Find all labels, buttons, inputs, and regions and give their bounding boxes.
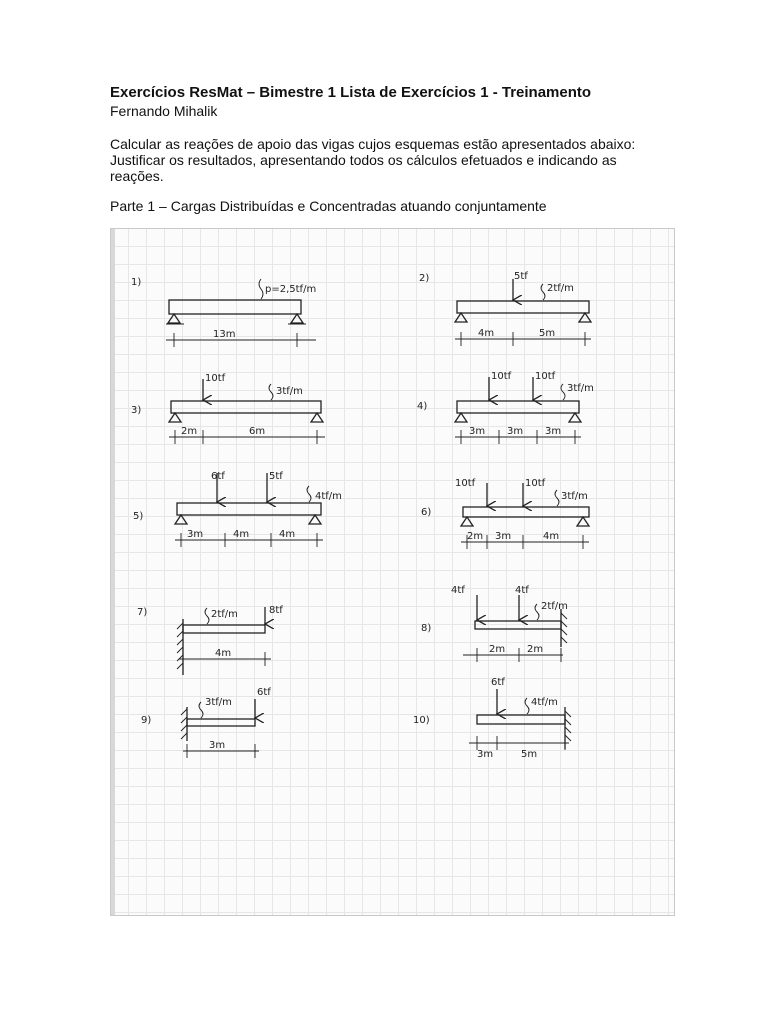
dimension-label: 4m [233,529,250,540]
pin-support [168,314,180,323]
point-load-label: 10tf [491,371,512,382]
load-leader [535,604,539,620]
distributed-load-label: 4tf/m [531,697,558,708]
point-load-label: 5tf [269,471,283,482]
exercise-number: 9) [141,715,152,726]
dimension-label: 2m [467,531,484,542]
dimension-label: 4m [478,328,495,339]
dimension-label: 4m [215,648,232,659]
pin-support [455,313,467,322]
point-load-label: 10tf [205,373,226,384]
exercise-number: 10) [413,715,430,726]
load-leader [199,702,203,718]
beam [183,625,265,633]
exercise-number: 7) [137,607,148,618]
point-load-label: 6tf [257,687,271,698]
beam-diagrams [111,229,674,915]
point-load-label: 4tf [451,585,465,596]
pin-support [579,313,591,322]
exercise-number: 1) [131,277,142,288]
exercise-number: 5) [133,511,144,522]
beam [177,503,321,515]
load-leader [541,284,545,300]
dimension-label: 4m [543,531,560,542]
instructions-line: reações. [110,168,164,184]
point-load-label: 5tf [514,271,528,282]
exercise-6 [421,478,589,549]
scanned-graph-paper [110,228,675,916]
exercise-9 [141,687,271,758]
exercise-5 [133,471,342,547]
point-load-label: 6tf [211,471,225,482]
document-header [110,84,710,215]
exercise-1 [131,277,316,347]
load-leader [269,384,273,400]
pin-support [577,517,589,526]
load-leader [561,384,565,400]
exercise-number: 8) [421,623,432,634]
beam [187,719,255,726]
instructions [110,136,670,184]
load-leader [259,279,263,299]
exercise-number: 4) [417,401,428,412]
dimension-label: 6m [249,426,266,437]
dimension-label: 2m [527,644,544,655]
distributed-load-label: 2tf/m [211,609,238,620]
pin-support [311,413,323,422]
pin-support [569,413,581,422]
point-load-label: 10tf [455,478,476,489]
instructions-line: Calcular as reações de apoio das vigas cujos esquemas estão apresentados abaixo: [110,136,636,152]
beam [169,300,301,314]
dimension-label: 3m [507,426,524,437]
exercise-8 [421,585,568,662]
point-load-label: 10tf [525,478,546,489]
exercise-number: 2) [419,273,430,284]
point-load-label: 10tf [535,371,556,382]
exercise-number: 6) [421,507,432,518]
exercise-10 [413,677,571,760]
part-heading: Parte 1 – Cargas Distribuídas e Concentradas atuando conjuntamente [110,198,547,214]
distributed-load-label: p=2,5tf/m [265,284,317,295]
pin-support [291,314,303,323]
point-load-label: 8tf [269,605,283,616]
author-name: Fernando Mihalik [110,103,218,119]
beam [457,401,579,413]
dimension-label: 2m [181,426,198,437]
load-leader [525,698,529,714]
pin-support [309,515,321,524]
pin-support [461,517,473,526]
distributed-load-label: 3tf/m [561,491,588,502]
beam [475,621,561,629]
pin-support [455,413,467,422]
point-load-label: 6tf [491,677,505,688]
instructions-line: Justificar os resultados, apresentando todos os cálculos efetuados e indicando as [110,152,617,168]
distributed-load-label: 2tf/m [541,601,568,612]
dimension-label: 3m [469,426,486,437]
beam [477,715,565,724]
dimension-label: 3m [187,529,204,540]
exercise-4 [417,371,594,444]
dimension-label: 3m [477,749,494,760]
dimension-label: 3m [209,740,226,751]
dimension-label: 5m [521,749,538,760]
dimension-label: 13m [213,329,236,340]
distributed-load-label: 3tf/m [205,697,232,708]
exercise-7 [137,605,283,675]
distributed-load-label: 3tf/m [276,386,303,397]
dimension-label: 3m [495,531,512,542]
dimension-label: 4m [279,529,296,540]
dimension-label: 3m [545,426,562,437]
dimension-label: 2m [489,644,506,655]
distributed-load-label: 2tf/m [547,283,574,294]
pin-support [169,413,181,422]
beam [171,401,321,413]
pin-support [175,515,187,524]
distributed-load-label: 3tf/m [567,383,594,394]
point-load-label: 4tf [515,585,529,596]
beam [457,301,589,313]
load-leader [307,486,311,502]
document-title: Exercícios ResMat – Bimestre 1 Lista de Exercícios 1 - Treinamento [110,84,592,101]
distributed-load-label: 4tf/m [315,491,342,502]
dimension-label: 5m [539,328,556,339]
load-leader [555,490,559,506]
exercise-2 [419,271,591,346]
beam [463,507,589,517]
exercise-number: 3) [131,405,142,416]
exercise-3 [131,373,325,444]
load-leader [205,608,209,624]
